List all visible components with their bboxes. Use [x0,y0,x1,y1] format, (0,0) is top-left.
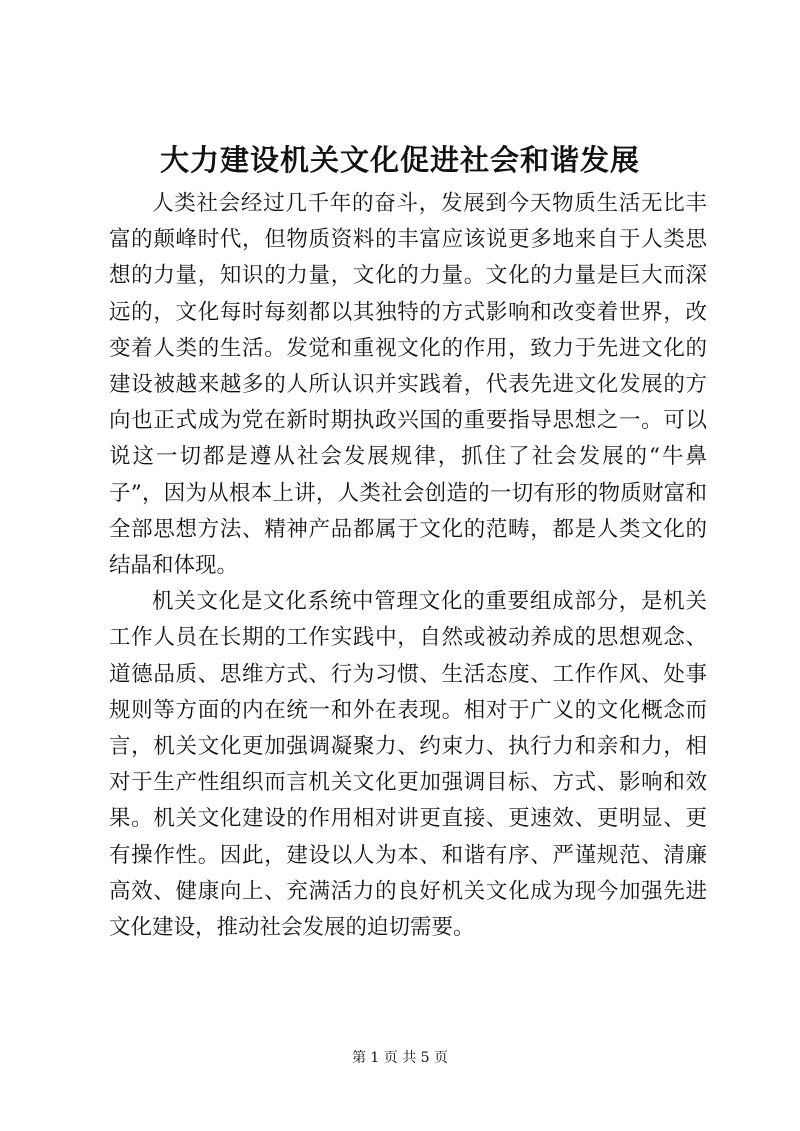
paragraph-2: 机关文化是文化系统中管理文化的重要组成部分，是机关工作人员在长期的工作实践中，自然或被动养成的思想观念、道德品质、思维方式、行为习惯、生活态度、工作作风、处事规则等方面的内在统一和外在表现。相对于广义的文化概念而言，机关文化更加强调凝聚力、约束力、执行力和亲和力，相对于生产性组织而言机关文化更加强调目标、方式、影响和效果。机关文化建设的作用相对讲更直接、更速效、更明显、更有操作性。因此，建设以人为本、和谐有序、严谨规范、清廉高效、健康向上、充满活力的良好机关文化成为现今加强先进文化建设，推动社会发展的迫切需要。 [109,589,707,941]
document-title: 大力建设机关文化促进社会和谐发展 [159,143,640,177]
document-body [109,186,707,946]
paragraph-1: 人类社会经过几千年的奋斗，发展到今天物质生活无比丰富的颠峰时代，但物质资料的丰富应该说更多地来自于人类思想的力量，知识的力量，文化的力量。文化的力量是巨大而深远的，文化每时每刻都以其独特的方式影响和改变着世界，改变着人类的生活。发觉和重视文化的作用，致力于先进文化的建设被越来越多的人所认识并实践着，代表先进文化发展的方向也正式成为党在新时期执政兴国的重要指导思想之一。可以说这一切都是遵从社会发展规律，抓住了社会发展的“牛鼻子”，因为从根本上讲，人类社会创造的一切有形的物质财富和全部思想方法、精神产品都属于文化的范畴，都是人类文化的结晶和体现。 [109,191,707,579]
page-number-footer: 第 1 页 共 5 页 [351,1050,449,1066]
